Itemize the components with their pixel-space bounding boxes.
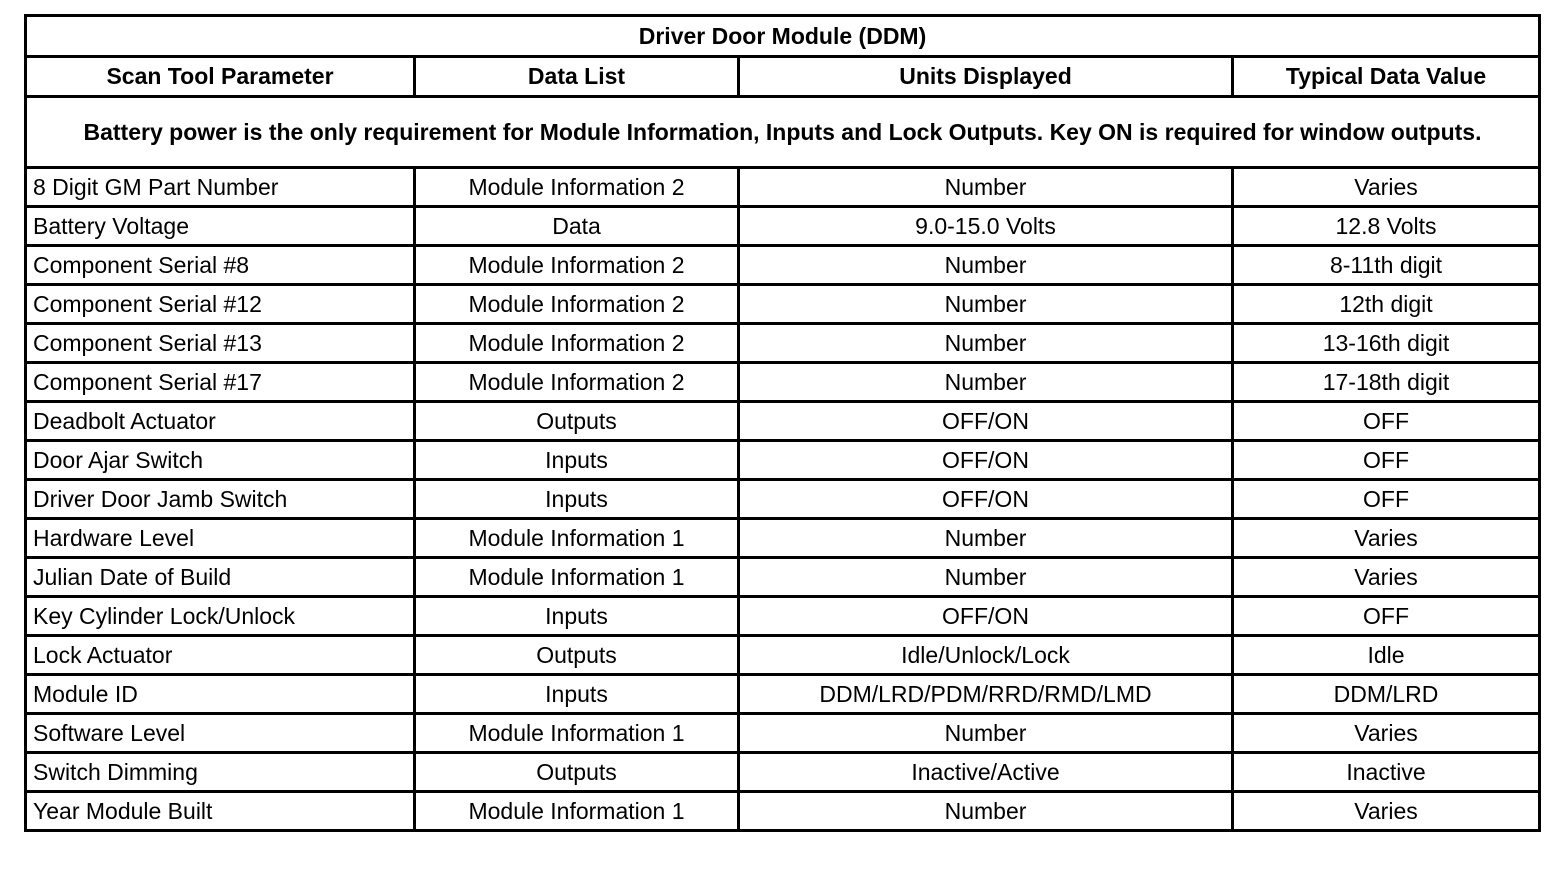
data-list-cell: Outputs (415, 402, 739, 441)
table-row (26, 753, 1540, 792)
units-cell: OFF/ON (739, 441, 1233, 480)
parameter-cell: Julian Date of Build (26, 558, 415, 597)
data-list-cell: Module Information 1 (415, 714, 739, 753)
parameter-cell: Component Serial #12 (26, 285, 415, 324)
units-cell: Number (739, 324, 1233, 363)
units-cell: Number (739, 558, 1233, 597)
ddm-table-container (24, 14, 1538, 832)
data-list-cell: Module Information 2 (415, 246, 739, 285)
typical-value-cell: 12th digit (1233, 285, 1540, 324)
parameter-cell: Switch Dimming (26, 753, 415, 792)
data-list-cell: Module Information 2 (415, 324, 739, 363)
data-list-cell: Module Information 2 (415, 168, 739, 207)
parameter-cell: Key Cylinder Lock/Unlock (26, 597, 415, 636)
parameter-cell: Door Ajar Switch (26, 441, 415, 480)
typical-value-cell: OFF (1233, 402, 1540, 441)
column-header-units-displayed: Units Displayed (739, 57, 1233, 97)
requirement-note: Battery power is the only requirement for Module Information, Inputs and Lock Outputs. Key ON is required for window outputs. (26, 97, 1540, 168)
parameter-cell: Component Serial #13 (26, 324, 415, 363)
table-row (26, 792, 1540, 831)
data-list-cell: Module Information 2 (415, 285, 739, 324)
parameter-cell: Hardware Level (26, 519, 415, 558)
units-cell: Number (739, 714, 1233, 753)
typical-value-cell: OFF (1233, 480, 1540, 519)
units-cell: 9.0-15.0 Volts (739, 207, 1233, 246)
column-header-data-list: Data List (415, 57, 739, 97)
typical-value-cell: Varies (1233, 558, 1540, 597)
typical-value-cell: 13-16th digit (1233, 324, 1540, 363)
units-cell: DDM/LRD/PDM/RRD/RMD/LMD (739, 675, 1233, 714)
ddm-data-table (24, 14, 1541, 832)
data-list-cell: Inputs (415, 480, 739, 519)
table-title-row (26, 16, 1540, 57)
data-list-cell: Module Information 2 (415, 363, 739, 402)
parameter-cell: Software Level (26, 714, 415, 753)
table-row (26, 168, 1540, 207)
table-row (26, 207, 1540, 246)
table-row (26, 675, 1540, 714)
typical-value-cell: Inactive (1233, 753, 1540, 792)
table-body (26, 168, 1540, 831)
typical-value-cell: 12.8 Volts (1233, 207, 1540, 246)
table-row (26, 324, 1540, 363)
units-cell: OFF/ON (739, 480, 1233, 519)
units-cell: Number (739, 246, 1233, 285)
parameter-cell: Lock Actuator (26, 636, 415, 675)
typical-value-cell: DDM/LRD (1233, 675, 1540, 714)
column-header-scan-tool-parameter: Scan Tool Parameter (26, 57, 415, 97)
data-list-cell: Data (415, 207, 739, 246)
data-list-cell: Module Information 1 (415, 558, 739, 597)
parameter-cell: Module ID (26, 675, 415, 714)
table-row (26, 636, 1540, 675)
data-list-cell: Module Information 1 (415, 519, 739, 558)
table-row (26, 246, 1540, 285)
data-list-cell: Inputs (415, 675, 739, 714)
data-list-cell: Inputs (415, 441, 739, 480)
typical-value-cell: Varies (1233, 519, 1540, 558)
units-cell: Number (739, 792, 1233, 831)
parameter-cell: Driver Door Jamb Switch (26, 480, 415, 519)
table-row (26, 285, 1540, 324)
table-row (26, 558, 1540, 597)
units-cell: OFF/ON (739, 597, 1233, 636)
units-cell: Number (739, 285, 1233, 324)
parameter-cell: Battery Voltage (26, 207, 415, 246)
typical-value-cell: Varies (1233, 168, 1540, 207)
data-list-cell: Outputs (415, 636, 739, 675)
typical-value-cell: 17-18th digit (1233, 363, 1540, 402)
typical-value-cell: Varies (1233, 714, 1540, 753)
table-row (26, 441, 1540, 480)
typical-value-cell: 8-11th digit (1233, 246, 1540, 285)
data-list-cell: Outputs (415, 753, 739, 792)
table-title: Driver Door Module (DDM) (26, 16, 1540, 57)
typical-value-cell: Varies (1233, 792, 1540, 831)
units-cell: Number (739, 519, 1233, 558)
parameter-cell: 8 Digit GM Part Number (26, 168, 415, 207)
typical-value-cell: OFF (1233, 597, 1540, 636)
table-row (26, 714, 1540, 753)
table-row (26, 480, 1540, 519)
table-row (26, 597, 1540, 636)
table-row (26, 519, 1540, 558)
units-cell: Inactive/Active (739, 753, 1233, 792)
units-cell: OFF/ON (739, 402, 1233, 441)
units-cell: Idle/Unlock/Lock (739, 636, 1233, 675)
column-header-row (26, 57, 1540, 97)
parameter-cell: Component Serial #8 (26, 246, 415, 285)
parameter-cell: Deadbolt Actuator (26, 402, 415, 441)
typical-value-cell: Idle (1233, 636, 1540, 675)
typical-value-cell: OFF (1233, 441, 1540, 480)
data-list-cell: Inputs (415, 597, 739, 636)
table-row (26, 402, 1540, 441)
parameter-cell: Year Module Built (26, 792, 415, 831)
data-list-cell: Module Information 1 (415, 792, 739, 831)
parameter-cell: Component Serial #17 (26, 363, 415, 402)
table-row (26, 363, 1540, 402)
units-cell: Number (739, 168, 1233, 207)
requirement-note-row (26, 97, 1540, 168)
units-cell: Number (739, 363, 1233, 402)
column-header-typical-data-value: Typical Data Value (1233, 57, 1540, 97)
